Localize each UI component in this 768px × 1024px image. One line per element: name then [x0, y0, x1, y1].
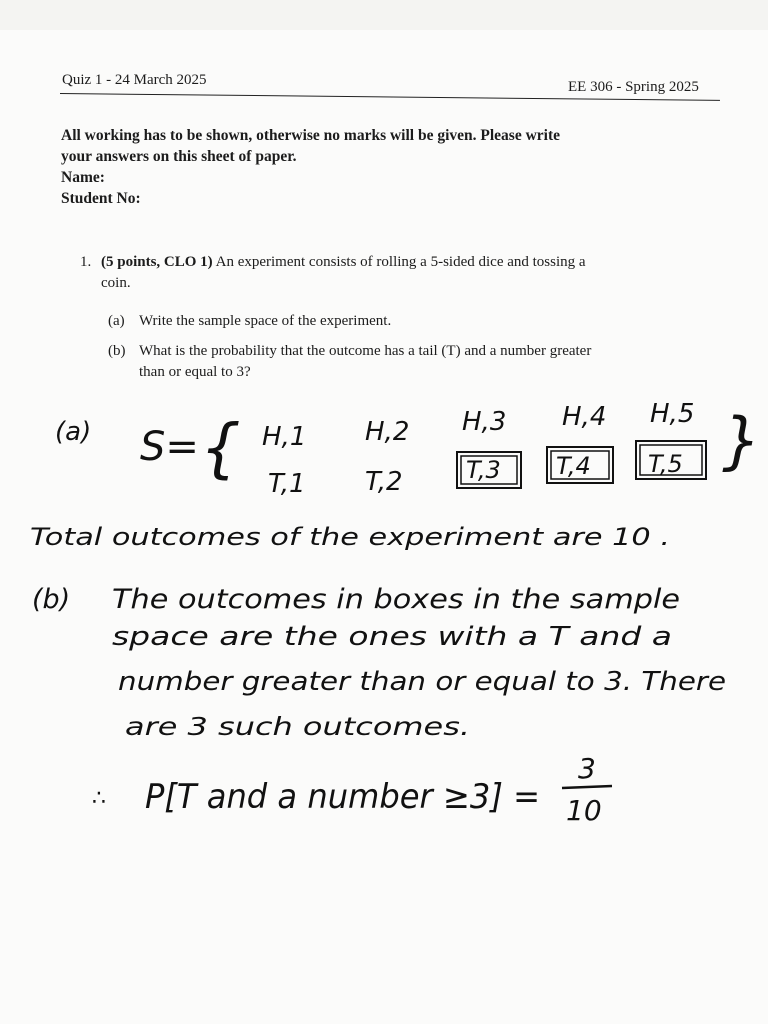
- answer-b-line-1: The outcomes in boxes in the sample: [112, 584, 680, 615]
- answer-b-line-3: number greater than or equal to 3. There: [118, 667, 726, 697]
- name-label: Name:: [61, 169, 105, 186]
- part-a-label: (a): [108, 313, 125, 329]
- fraction-denominator: 10: [566, 794, 602, 827]
- outcome-t5: T,5: [648, 450, 683, 478]
- close-brace: }: [722, 404, 762, 477]
- part-b-label: (b): [108, 343, 126, 359]
- answer-b-line-4: are 3 such outcomes.: [125, 712, 470, 741]
- outcome-t3: T,3: [466, 456, 501, 484]
- answer-b-line-2: space are the ones with a T and a: [112, 622, 672, 652]
- outcome-t4: T,4: [556, 452, 591, 480]
- question-number: 1.: [80, 254, 92, 270]
- open-brace: {: [200, 412, 241, 486]
- student-no-label: Student No:: [61, 190, 141, 207]
- question-text-line-2: coin.: [101, 275, 131, 291]
- instruction-line-2: your answers on this sheet of paper.: [61, 148, 297, 165]
- question-text-line-1: An experiment consists of rolling a 5-sided dice and tossing a: [215, 254, 586, 270]
- outcome-h5: H,5: [650, 399, 695, 429]
- outcome-t1: T,1: [268, 469, 306, 499]
- part-a-text: Write the sample space of the experiment.: [139, 313, 392, 329]
- answer-a-label: (a): [55, 417, 92, 447]
- part-b-text-line-2: than or equal to 3?: [139, 364, 251, 380]
- sample-space-symbol: S=: [140, 424, 199, 470]
- question-points: (5 points, CLO 1): [101, 254, 213, 270]
- outcome-t2: T,2: [365, 467, 403, 497]
- therefore-mark: ∴: [92, 786, 106, 811]
- fraction-numerator: 3: [578, 752, 596, 785]
- outcome-h3: H,3: [462, 407, 507, 437]
- answer-b-label: (b): [32, 584, 71, 615]
- total-outcomes-line: Total outcomes of the experiment are 10 .: [30, 523, 670, 551]
- outcome-h1: H,1: [262, 422, 307, 452]
- header-course: EE 306 - Spring 2025: [568, 79, 699, 95]
- outcome-h4: H,4: [562, 402, 607, 432]
- fraction-bar: [562, 786, 612, 788]
- outcome-h2: H,2: [365, 417, 410, 447]
- header-quiz-date: Quiz 1 - 24 March 2025: [62, 72, 207, 88]
- instruction-line-1: All working has to be shown, otherwise no marks will be given. Please write: [61, 127, 561, 144]
- probability-expression: P[T and a number ≥3] =: [145, 777, 540, 817]
- part-b-text-line-1: What is the probability that the outcome has a tail (T) and a number greater: [139, 343, 592, 359]
